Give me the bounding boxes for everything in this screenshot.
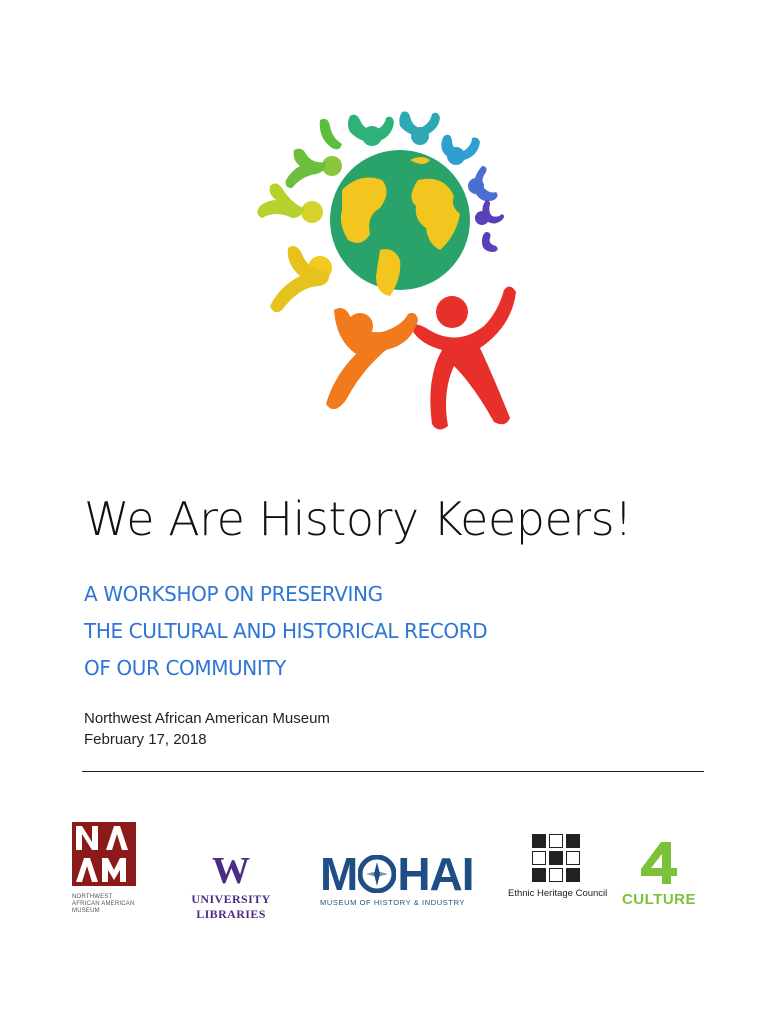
compass-icon [358,855,396,893]
naam-caption: NORTHWEST AFRICAN AMERICAN MUSEUM [72,894,135,914]
mohai-mark [320,848,488,900]
subtitle-line: A WORKSHOP ON PRESERVING [84,582,383,606]
figure-red [412,286,516,429]
4culture-logo [614,840,704,908]
figure-orange [326,308,418,409]
ehc-pattern-icon [532,834,608,882]
subtitle [84,576,487,687]
divider [82,771,704,772]
globe-with-people-icon [230,90,550,440]
figure-yellow [270,246,332,312]
four-mark-icon [639,840,679,884]
mohai-letter-m: M [320,848,358,900]
figure-cyan [399,112,440,146]
figure-purple [475,200,504,252]
subtitle-line: THE CULTURAL AND HISTORICAL RECORD [84,619,488,643]
figure-green [286,149,342,188]
event-meta [84,708,330,750]
figure-yellow-green [257,183,323,223]
uw-libraries-logo [156,850,306,922]
organization-name: Northwest African American Museum [84,710,330,727]
uw-libraries-label: UNIVERSITY LIBRARIES [191,892,271,921]
ehc-label: Ethnic Heritage Council [508,888,608,899]
uw-w-mark: W [212,850,250,892]
naam-mark-icon [72,822,136,886]
event-date: February 17, 2018 [84,731,207,748]
mohai-logo [320,848,488,907]
page-title: We Are History Keepers! [84,492,633,546]
subtitle-line: OF OUR COMMUNITY [84,656,286,680]
ethnic-heritage-council-logo [508,834,608,899]
mohai-label: MUSEUM OF HISTORY & INDUSTRY [320,898,466,907]
naam-logo [72,822,138,922]
figure-indigo [468,166,498,201]
culture-label: CULTURE [621,891,697,908]
figure-blue [441,135,480,165]
mohai-letters-hai: HAI [397,848,474,900]
figure-teal [320,115,394,150]
